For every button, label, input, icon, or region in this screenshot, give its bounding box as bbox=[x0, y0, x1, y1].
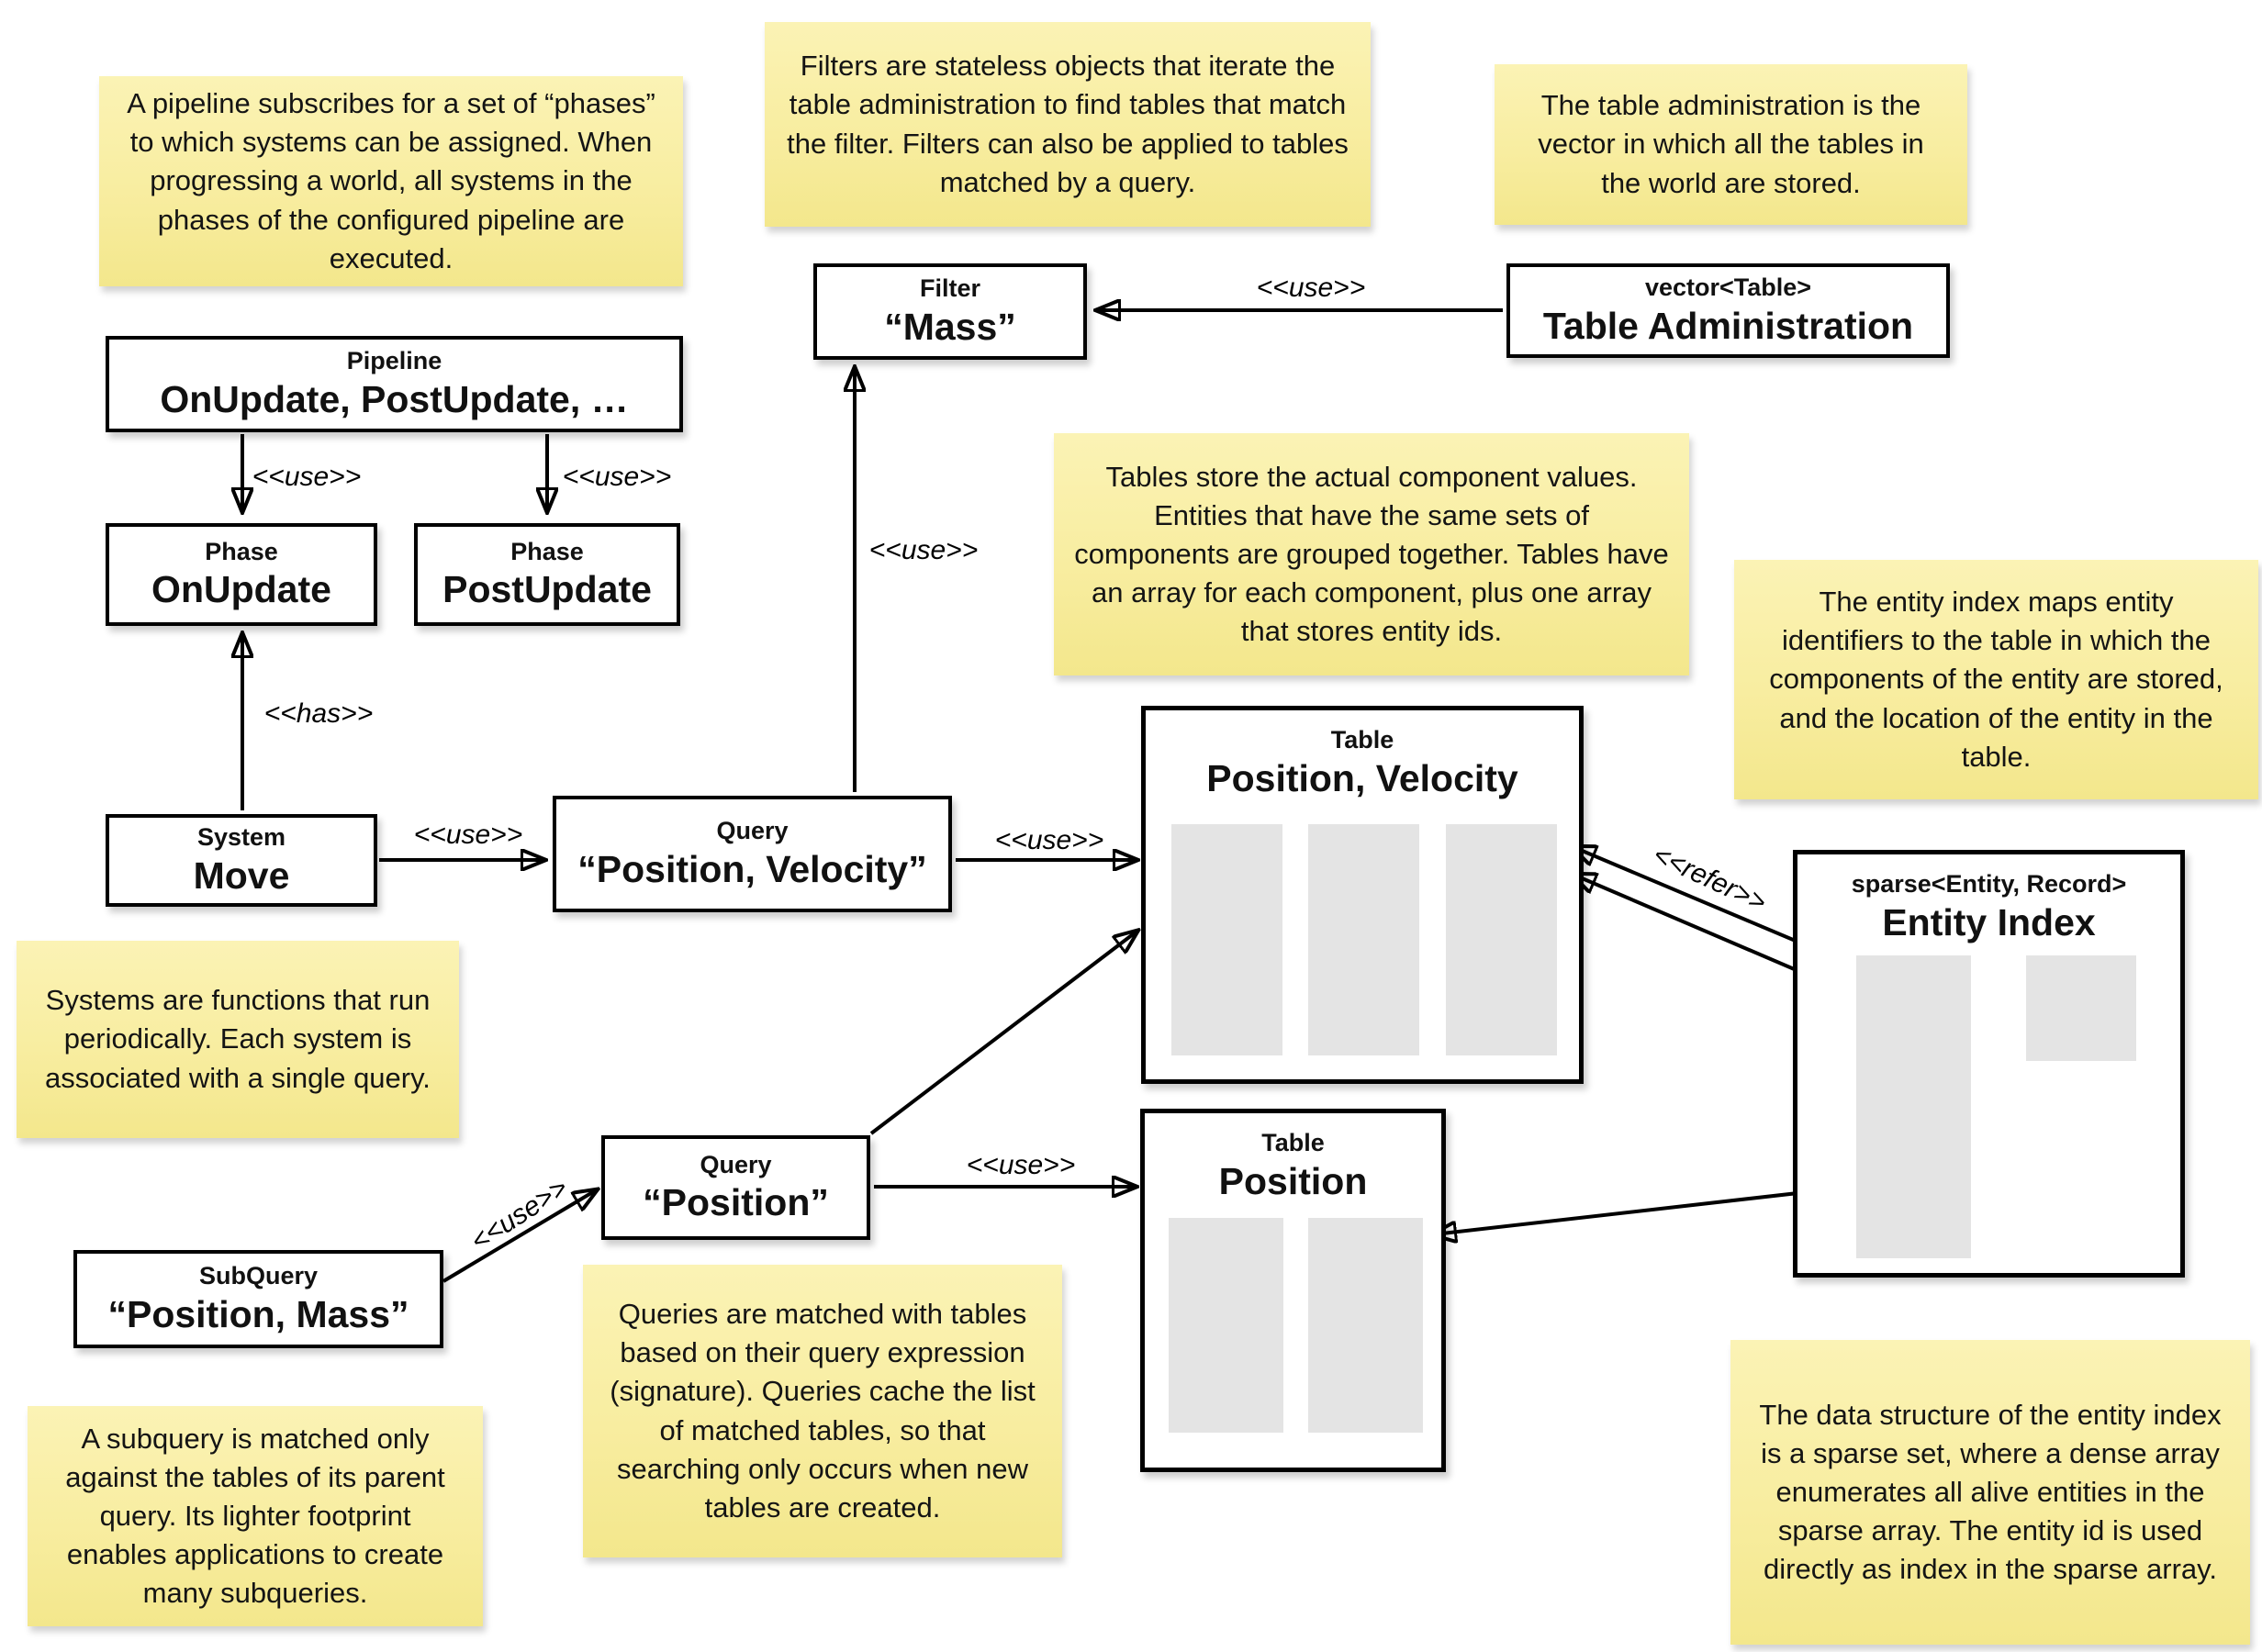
query-pos-stereotype: Query bbox=[700, 1150, 772, 1178]
query-pv-name: “Position, Velocity” bbox=[577, 847, 927, 890]
edge-label-use-query-tablepv: <<use>> bbox=[994, 825, 1104, 855]
note-systems: Systems are functions that run periodically. Each system is associated with a single query. bbox=[17, 941, 459, 1138]
phase-postupdate-stereotype: Phase bbox=[510, 537, 584, 565]
query-pos-name: “Position” bbox=[643, 1181, 829, 1224]
system-move-stereotype: System bbox=[196, 823, 286, 852]
uml-box-table-position-velocity bbox=[1141, 706, 1584, 1084]
table-admin-stereotype: vector<Table> bbox=[1644, 273, 1812, 302]
edge-label-use-query-filter: <<use>> bbox=[868, 535, 979, 565]
note-tables: Tables store the actual component values. Entities that have the same sets of components are grouped together. Tables have an array for each component, plus one array that stores entity ids. bbox=[1054, 433, 1689, 675]
filter-mass-name: “Mass” bbox=[884, 305, 1016, 348]
entity-index-name: Entity Index bbox=[1882, 900, 2096, 943]
note-queries: Queries are matched with tables based on their query expression (signature). Queries cache the list of matched tables, so that searching only occurs when new tables are created. bbox=[583, 1265, 1062, 1557]
entity-id-array2 bbox=[1308, 1218, 1423, 1433]
arrow-sparse-to-tablepos bbox=[1434, 1187, 1854, 1234]
note-table-administration: The table administration is the vector in which all the tables in the world are stored. bbox=[1495, 64, 1967, 225]
edge-label-use-admin-filter: <<use>> bbox=[1256, 273, 1366, 303]
edge-label-refer-entityindex-table: <<refer>> bbox=[1648, 839, 1771, 919]
subquery-stereotype: SubQuery bbox=[198, 1262, 319, 1290]
edge-label-use-subquery-querypos: <<use>> bbox=[465, 1172, 574, 1257]
uml-box-query-position bbox=[601, 1135, 870, 1240]
sparse-array bbox=[1856, 955, 1971, 1258]
uml-box-filter-mass bbox=[813, 263, 1087, 360]
note-entity-index: The entity index maps entity identifiers to the table in which the components of the entity are stored, and the location of the entity in the table. bbox=[1734, 560, 2258, 799]
note-pipeline: A pipeline subscribes for a set of “phases” to which systems can be assigned. When progressing a world, all systems in the phases of the configured pipeline are executed. bbox=[99, 76, 683, 286]
table-pv-stereotype: Table bbox=[1330, 726, 1394, 753]
phase-onupdate-name: OnUpdate bbox=[151, 568, 331, 611]
edge-label-use-pipeline-onupdate: <<use>> bbox=[252, 462, 362, 492]
edge-label-use-pipeline-postupdate: <<use>> bbox=[562, 462, 672, 492]
pipeline-name: OnUpdate, PostUpdate, … bbox=[160, 377, 629, 420]
uml-box-entity-index bbox=[1793, 850, 2185, 1278]
edge-label-use-system-query: <<use>> bbox=[413, 820, 523, 850]
arrow-querypos-to-tablepv bbox=[871, 932, 1137, 1133]
uml-box-system-move bbox=[106, 814, 377, 907]
table-admin-name: Table Administration bbox=[1542, 304, 1914, 347]
query-pv-stereotype: Query bbox=[716, 817, 789, 845]
component-array-velocity bbox=[1308, 824, 1419, 1055]
table-pos-name: Position bbox=[1218, 1159, 1368, 1202]
uml-box-phase-onupdate bbox=[106, 523, 377, 626]
table-pv-name: Position, Velocity bbox=[1206, 756, 1518, 799]
dense-array bbox=[2026, 955, 2136, 1061]
note-filters: Filters are stateless objects that iterate the table administration to find tables that match the filter. Filters can also be applied to tables matched by a query. bbox=[765, 22, 1371, 227]
uml-box-table-administration bbox=[1506, 263, 1950, 358]
uml-box-pipeline bbox=[106, 336, 683, 432]
entity-index-stereotype: sparse<Entity, Record> bbox=[1851, 870, 2127, 898]
component-array-position2 bbox=[1169, 1218, 1283, 1433]
table-pos-stereotype: Table bbox=[1261, 1129, 1325, 1156]
edge-label-has-system-phase: <<has>> bbox=[263, 698, 374, 729]
edge-label-use-querypos-tablepos: <<use>> bbox=[966, 1150, 1076, 1180]
note-sparse-set: The data structure of the entity index is a sparse set, where a dense array enumerates all alive entities in the sparse array. The entity id is used directly as index in the sparse array. bbox=[1730, 1340, 2250, 1645]
uml-box-table-position bbox=[1140, 1109, 1446, 1472]
entity-id-array bbox=[1446, 824, 1557, 1055]
pipeline-stereotype: Pipeline bbox=[346, 347, 442, 375]
filter-mass-stereotype: Filter bbox=[919, 274, 980, 303]
system-move-name: Move bbox=[193, 854, 290, 897]
phase-postupdate-name: PostUpdate bbox=[442, 568, 652, 611]
note-subquery: A subquery is matched only against the tables of its parent query. Its lighter footprint enables applications to create many subqueries. bbox=[28, 1406, 483, 1626]
component-array-position bbox=[1171, 824, 1282, 1055]
uml-box-phase-postupdate bbox=[414, 523, 680, 626]
uml-box-query-position-velocity bbox=[553, 796, 952, 912]
phase-onupdate-stereotype: Phase bbox=[205, 537, 278, 565]
uml-box-subquery bbox=[73, 1250, 443, 1348]
subquery-name: “Position, Mass” bbox=[107, 1292, 409, 1335]
